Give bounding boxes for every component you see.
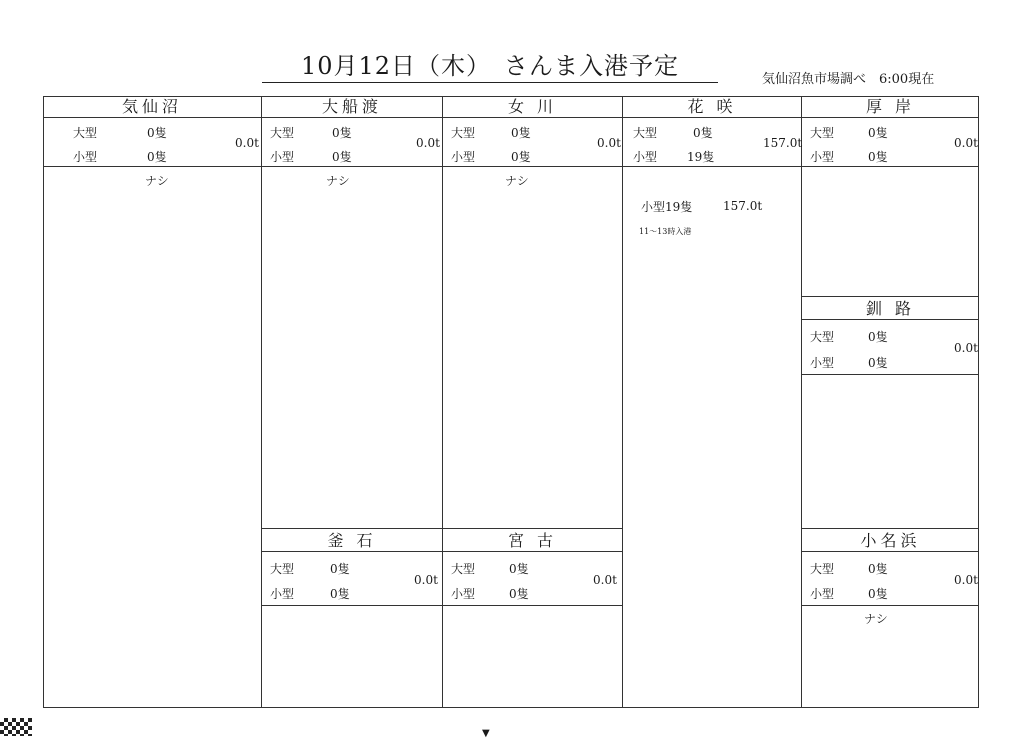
small-label: 小型 — [633, 150, 658, 164]
large-count: 0隻 — [868, 126, 888, 140]
detail-tonnage: 157.0t — [723, 199, 763, 213]
large-count: 0隻 — [509, 562, 529, 576]
large-label: 大型 — [810, 330, 835, 344]
large-label: 大型 — [73, 126, 98, 140]
total-tonnage: 0.0t — [597, 136, 621, 150]
detail-vessels: 小型19隻 — [641, 200, 693, 214]
large-label: 大型 — [270, 126, 295, 140]
large-count: 0隻 — [693, 126, 713, 140]
section-kamaishi — [262, 530, 442, 708]
section-title: 厚 岸 — [802, 96, 979, 118]
total-tonnage: 0.0t — [954, 341, 978, 355]
small-count: 0隻 — [868, 587, 888, 601]
none-note: ナシ — [505, 174, 529, 188]
large-count: 0隻 — [330, 562, 350, 576]
section-title: 花 咲 — [623, 96, 801, 118]
down-triangle-icon: ▼ — [482, 728, 490, 739]
large-count: 0隻 — [332, 126, 352, 140]
section-onahama — [802, 530, 979, 708]
section-akkeshi — [802, 96, 979, 296]
large-label: 大型 — [633, 126, 658, 140]
small-label: 小型 — [73, 150, 98, 164]
small-count: 0隻 — [868, 150, 888, 164]
section-title: 釜 石 — [262, 530, 442, 552]
section-title: 釧 路 — [802, 298, 979, 320]
large-count: 0隻 — [868, 562, 888, 576]
small-count: 0隻 — [330, 587, 350, 601]
total-tonnage: 0.0t — [593, 573, 617, 587]
section-kesennuma — [43, 96, 261, 708]
total-tonnage: 157.0t — [763, 136, 803, 150]
section-ofunato — [262, 96, 442, 526]
section-title: 大船渡 — [262, 96, 442, 118]
large-label: 大型 — [451, 126, 476, 140]
small-count: 0隻 — [147, 150, 167, 164]
small-label: 小型 — [270, 150, 295, 164]
small-count: 19隻 — [687, 150, 715, 164]
section-title: 宮 古 — [443, 530, 622, 552]
total-tonnage: 0.0t — [414, 573, 438, 587]
total-tonnage: 0.0t — [416, 136, 440, 150]
section-onagawa — [443, 96, 622, 526]
total-tonnage: 0.0t — [235, 136, 259, 150]
small-label: 小型 — [810, 150, 835, 164]
large-label: 大型 — [451, 562, 476, 576]
none-note: ナシ — [864, 612, 888, 626]
page-title: 10月12日（木） さんま入港予定 — [262, 50, 718, 83]
large-count: 0隻 — [147, 126, 167, 140]
total-tonnage: 0.0t — [954, 573, 978, 587]
small-count: 0隻 — [332, 150, 352, 164]
small-count: 0隻 — [511, 150, 531, 164]
section-title: 気仙沼 — [43, 96, 261, 118]
small-label: 小型 — [810, 356, 835, 370]
small-label: 小型 — [451, 587, 476, 601]
section-miyako — [443, 530, 622, 708]
scan-checker-mark — [0, 718, 32, 736]
section-title: 女 川 — [443, 96, 622, 118]
row-divider — [802, 296, 979, 297]
large-label: 大型 — [810, 562, 835, 576]
section-title: 小名浜 — [802, 530, 979, 552]
section-hanasaki — [623, 96, 801, 708]
small-label: 小型 — [451, 150, 476, 164]
none-note: ナシ — [145, 174, 169, 188]
row-divider — [262, 528, 622, 529]
source-note: 気仙沼魚市場調べ 6:00現在 — [762, 72, 935, 87]
large-label: 大型 — [810, 126, 835, 140]
row-divider — [802, 374, 979, 375]
small-label: 小型 — [810, 587, 835, 601]
large-count: 0隻 — [511, 126, 531, 140]
total-tonnage: 0.0t — [954, 136, 978, 150]
large-count: 0隻 — [868, 330, 888, 344]
none-note: ナシ — [326, 174, 350, 188]
small-count: 0隻 — [868, 356, 888, 370]
section-kushiro — [802, 298, 979, 526]
small-count: 0隻 — [509, 587, 529, 601]
detail-arrival-time: 11～13時入港 — [639, 227, 692, 236]
large-label: 大型 — [270, 562, 295, 576]
small-label: 小型 — [270, 587, 295, 601]
row-divider — [802, 528, 979, 529]
